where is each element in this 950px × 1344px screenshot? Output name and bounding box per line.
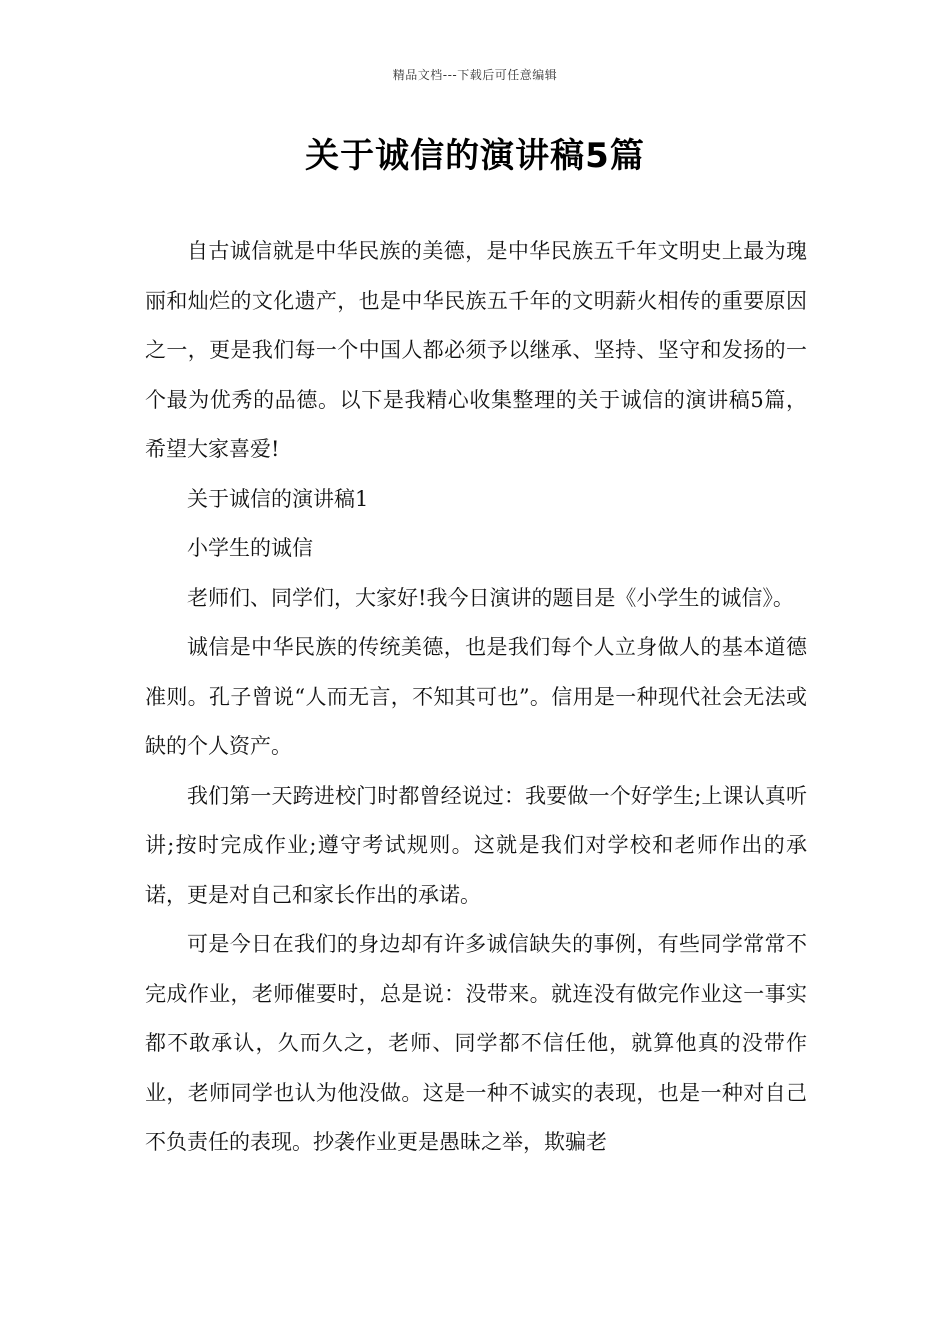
document-title: 关于诚信的演讲稿5篇	[305, 136, 645, 176]
body-paragraph: 诚信是中华民族的传统美德，也是我们每个人立身做人的基本道德准则。孔子曾说“人而无言，不知其可也”。信用是一种现代社会无法或缺的个人资产。	[145, 635, 807, 758]
body-paragraph: 可是今日在我们的身边却有许多诚信缺失的事例，有些同学常常不完成作业，老师催要时，总是说：没带来。就连没有做完作业这一事实都不敢承认，久而久之，老师、同学都不信任他，就算他真的没带作业，老师同学也认为他没做。这是一种不诚实的表现，也是一种对自己不负责任的表现。抄袭作业更是愚昧之举，欺骗老	[145, 932, 807, 1154]
section-heading: 关于诚信的演讲稿1	[187, 486, 369, 511]
header-note: 精品文档---下载后可任意编辑	[392, 68, 558, 82]
intro-paragraph: 自古诚信就是中华民族的美德，是中华民族五千年文明史上最为瑰丽和灿烂的文化遗产，也是中华民族五千年的文明薪火相传的重要原因之一，更是我们每一个中国人都必须予以继承、坚持、坚守和发扬的一个最为优秀的品德。以下是我精心收集整理的关于诚信的演讲稿5篇，希望大家喜爱!	[145, 239, 807, 461]
speech-title: 小学生的诚信	[187, 536, 313, 560]
document-body	[145, 227, 807, 1168]
body-paragraph: 老师们、同学们，大家好!我今日演讲的题目是《小学生的诚信》。	[187, 585, 794, 610]
body-paragraph: 我们第一天跨进校门时都曾经说过：我要做一个好学生;上课认真听讲;按时完成作业;遵守考试规则。这就是我们对学校和老师作出的承诺，更是对自己和家长作出的承诺。	[145, 783, 807, 907]
